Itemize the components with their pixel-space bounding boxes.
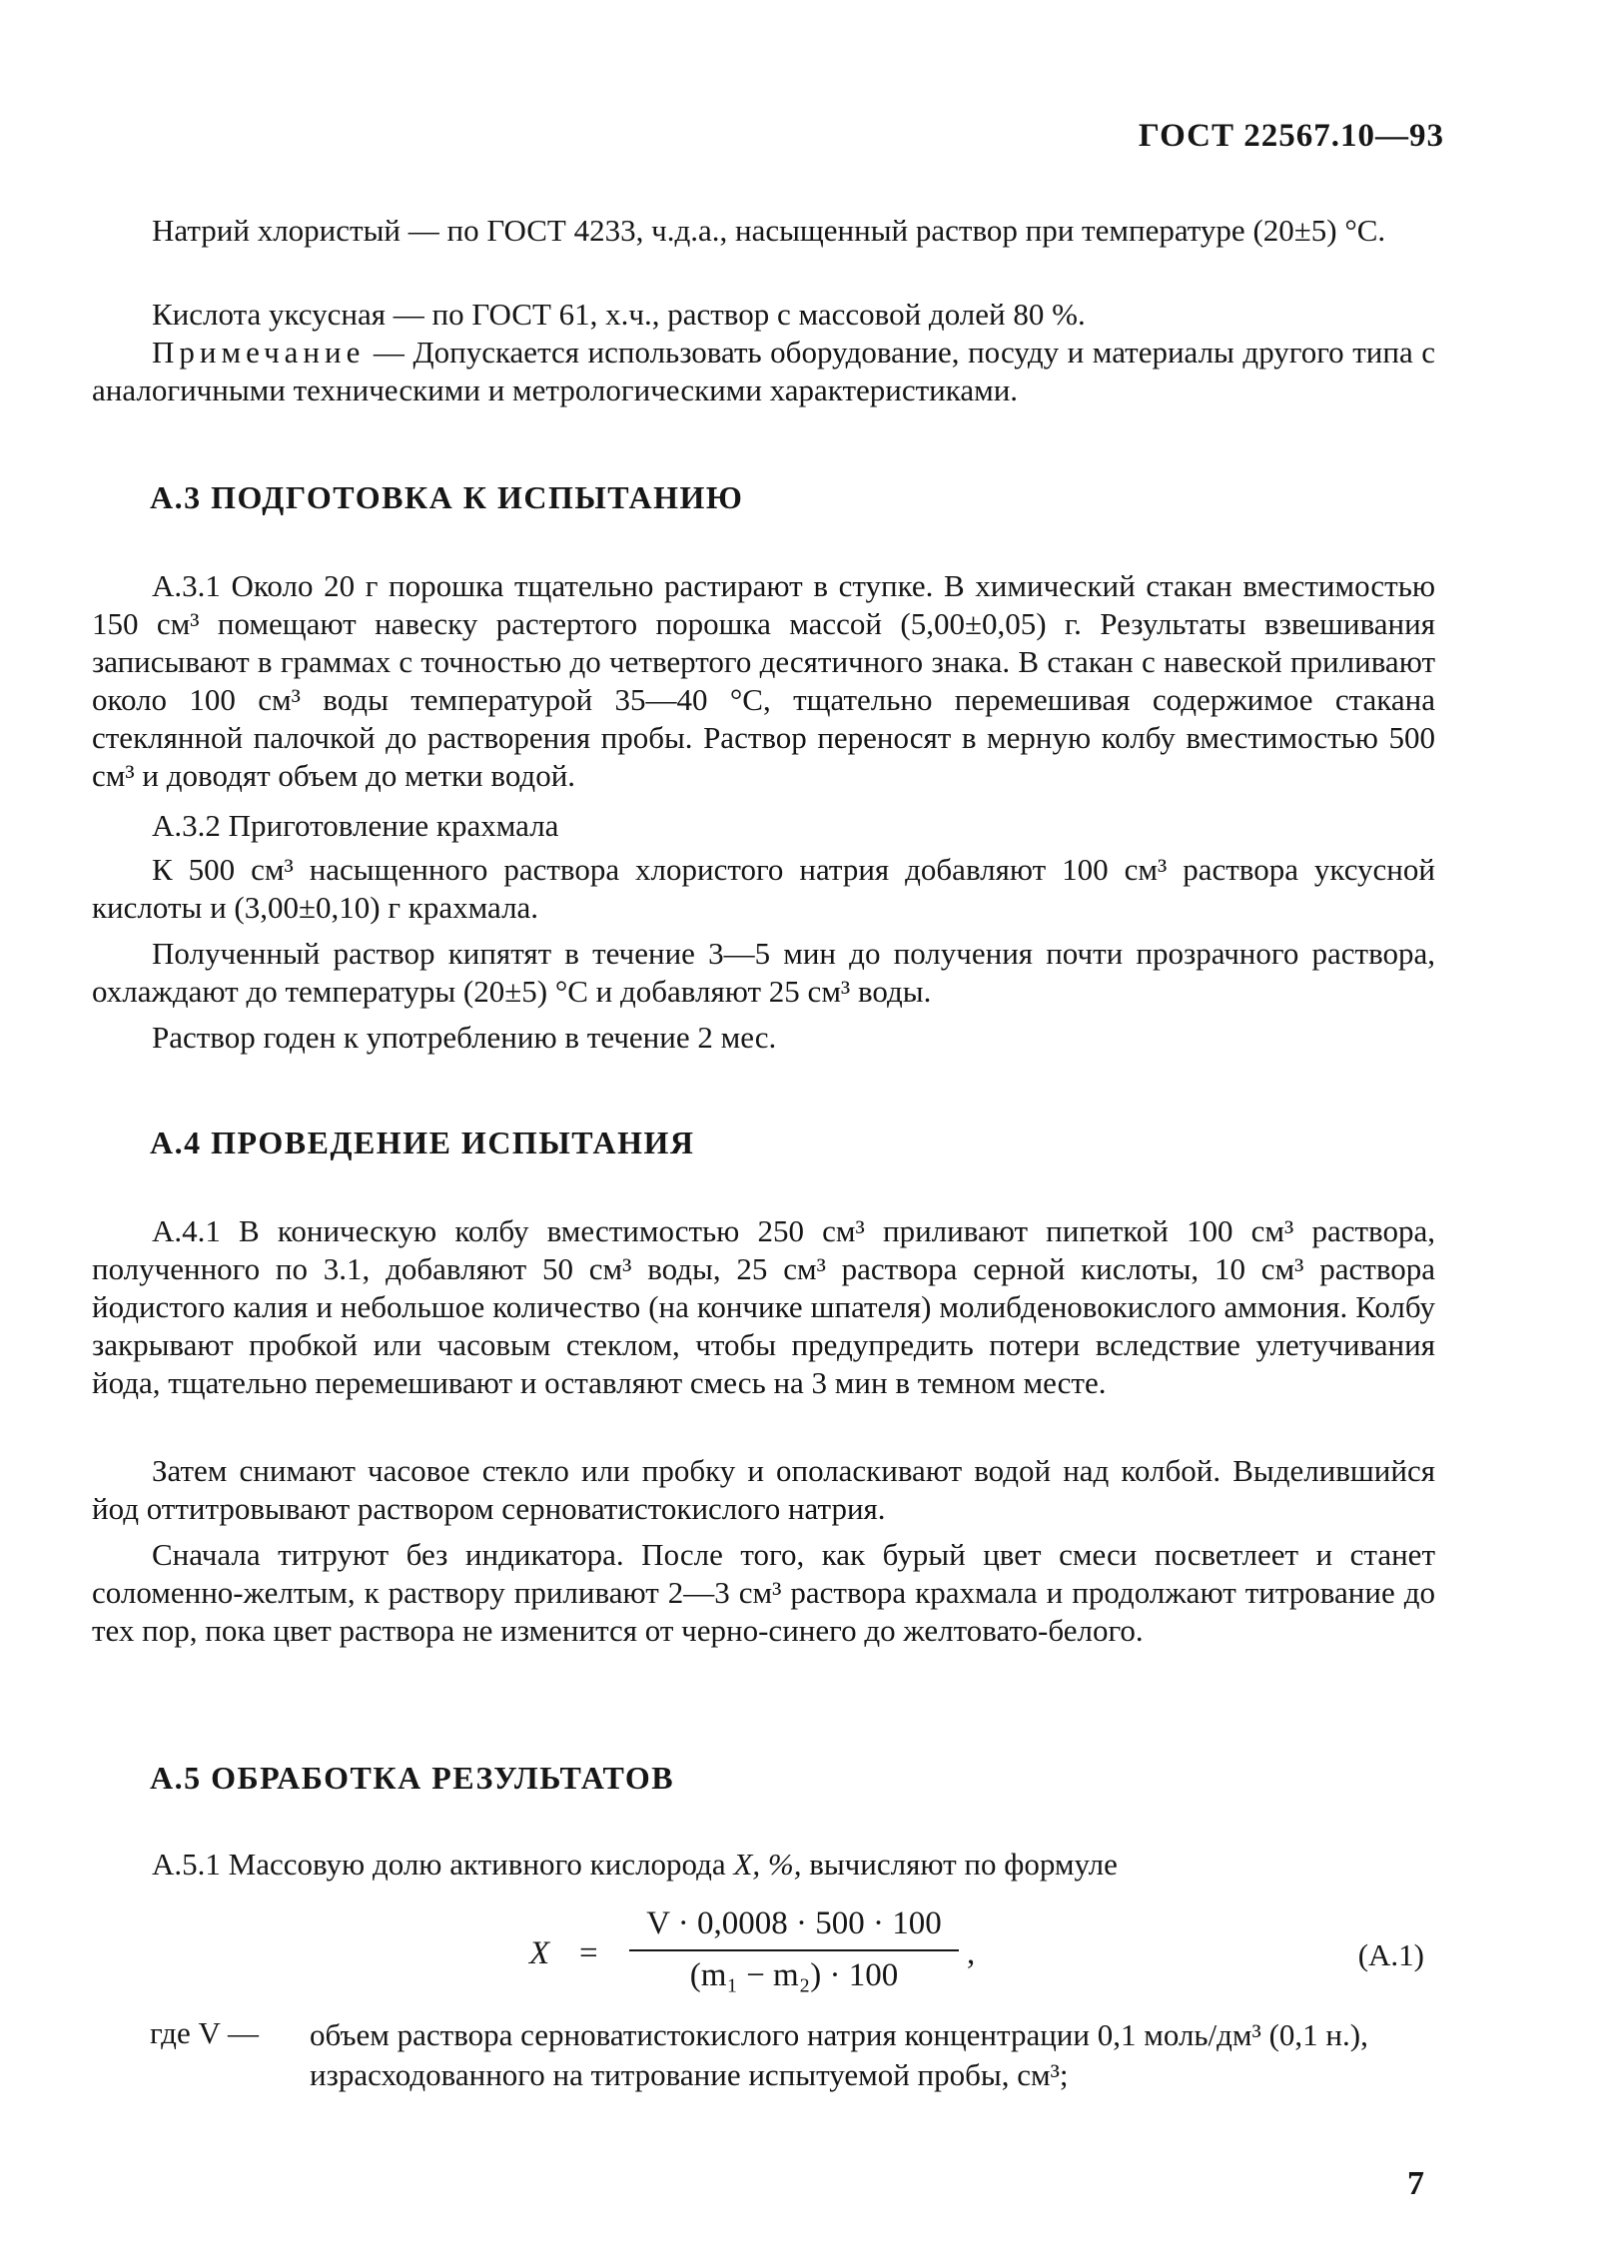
paragraph-a3-2-valid: Раствор годен к употреблению в течение 2 мес. [152, 1020, 777, 1055]
formula-denominator: (m₁ − m₂) · 100 [689, 1957, 899, 1993]
paragraph-a3-2-text: К 500 см³ насыщенного раствора хлористого натрия добавляют 100 см³ раствора уксусной кислоты и (3,00±0,10) г крахмала. [92, 852, 1435, 925]
standard-header: ГОСТ 22567.10—93 [1138, 118, 1444, 154]
a5-1-suffix: вычисляют по формуле [801, 1847, 1118, 1882]
page-number: 7 [1407, 2165, 1424, 2202]
note-text: — Допускается использовать оборудование, посуду и материалы другого типа с аналогичными техническими и метрологическими характеристиками. [92, 335, 1435, 407]
heading-a5: А.5 ОБРАБОТКА РЕЗУЛЬТАТОВ [150, 1760, 675, 1796]
formula-numerator: V · 0,0008 · 500 · 100 [646, 1905, 942, 1941]
paragraph-acetic-acid: Кислота уксусная — по ГОСТ 61, х.ч., раствор с массовой долей 80 %. [152, 297, 1086, 332]
formula-equals: = [579, 1935, 598, 1971]
paragraph-a3-1: А.3.1 Около 20 г порошка тщательно растирают в ступке. В химический стакан вместимостью 150 см³ помещают навеску растертого порошка массой (5,00±0,05) г. Результаты взвешивания записывают в граммах с точностью до четвертого десятичного знака. В стакан с навеской приливают около 100 см³ воды температурой 35—40 °С, тщательно перемешивая содержимое стакана стеклянной палочкой до растворения пробы. Раствор переносят в мерную колбу вместимостью 500 см³ и доводят объем до метки водой. [92, 568, 1435, 793]
paragraph-a4-1-titrate: Сначала титруют без индикатора. После того, как бурый цвет смеси посветлеет и станет соломенно-желтым, к раствору приливают 2—3 см³ раствора крахмала и продолжают титрование до тех пор, пока цвет раствора не изменится от черно-синего до желтовато-белого. [92, 1537, 1435, 1648]
formula-comma: , [967, 1935, 976, 1971]
note-label: Примечание [152, 335, 366, 370]
formula-lhs: X [529, 1935, 550, 1971]
where-label: где V — [150, 2015, 260, 2050]
a5-1-variable: X, %, [733, 1847, 802, 1882]
formula-a1 [519, 1905, 1039, 2015]
heading-a4: А.4 ПРОВЕДЕНИЕ ИСПЫТАНИЯ [150, 1125, 695, 1160]
paragraph-a3-2-boil: Полученный раствор кипятят в течение 3—5 мин до получения почти прозрачного раствора, охлаждают до температуры (20±5) °С и добавляют 25 см³ воды. [92, 936, 1435, 1009]
heading-a3: А.3 ПОДГОТОВКА К ИСПЫТАНИЮ [150, 479, 744, 515]
formula-fraction-bar [629, 1949, 959, 1951]
paragraph-note [92, 334, 1435, 409]
a5-1-prefix: А.5.1 Массовую долю активного кислорода [152, 1847, 734, 1882]
paragraph-a5-1 [92, 1846, 1435, 1884]
paragraph-a4-1: А.4.1 В коническую колбу вместимостью 250 см³ приливают пипеткой 100 см³ раствора, полученного по 3.1, добавляют 50 см³ воды, 25 см³ раствора серной кислоты, 10 см³ раствора йодистого калия и небольшое количество (на кончике шпателя) молибденовокислого аммония. Колбу закрывают пробкой или часовым стеклом, чтобы предупредить потери вследствие улетучивания йода, тщательно перемешивают и оставляют смесь на 3 мин в темном месте. [92, 1213, 1435, 1400]
where-definition: объем раствора серноватистокислого натрия концентрации 0,1 моль/дм³ (0,1 н.), израсходованного на титрование испытуемой пробы, см³; [310, 2017, 1368, 2092]
paragraph-sodium-chloride: Натрий хлористый — по ГОСТ 4233, ч.д.а., насыщенный раствор при температуре (20±5) °С. [152, 213, 1386, 248]
paragraph-a3-2-title: А.3.2 Приготовление крахмала [152, 808, 559, 843]
formula-number: (А.1) [1357, 1937, 1424, 1972]
paragraph-a4-1-rinse: Затем снимают часовое стекло или пробку и ополаскивают водой над колбой. Выделившийся йод оттитровывают раствором серноватистокислого натрия. [92, 1453, 1435, 1526]
